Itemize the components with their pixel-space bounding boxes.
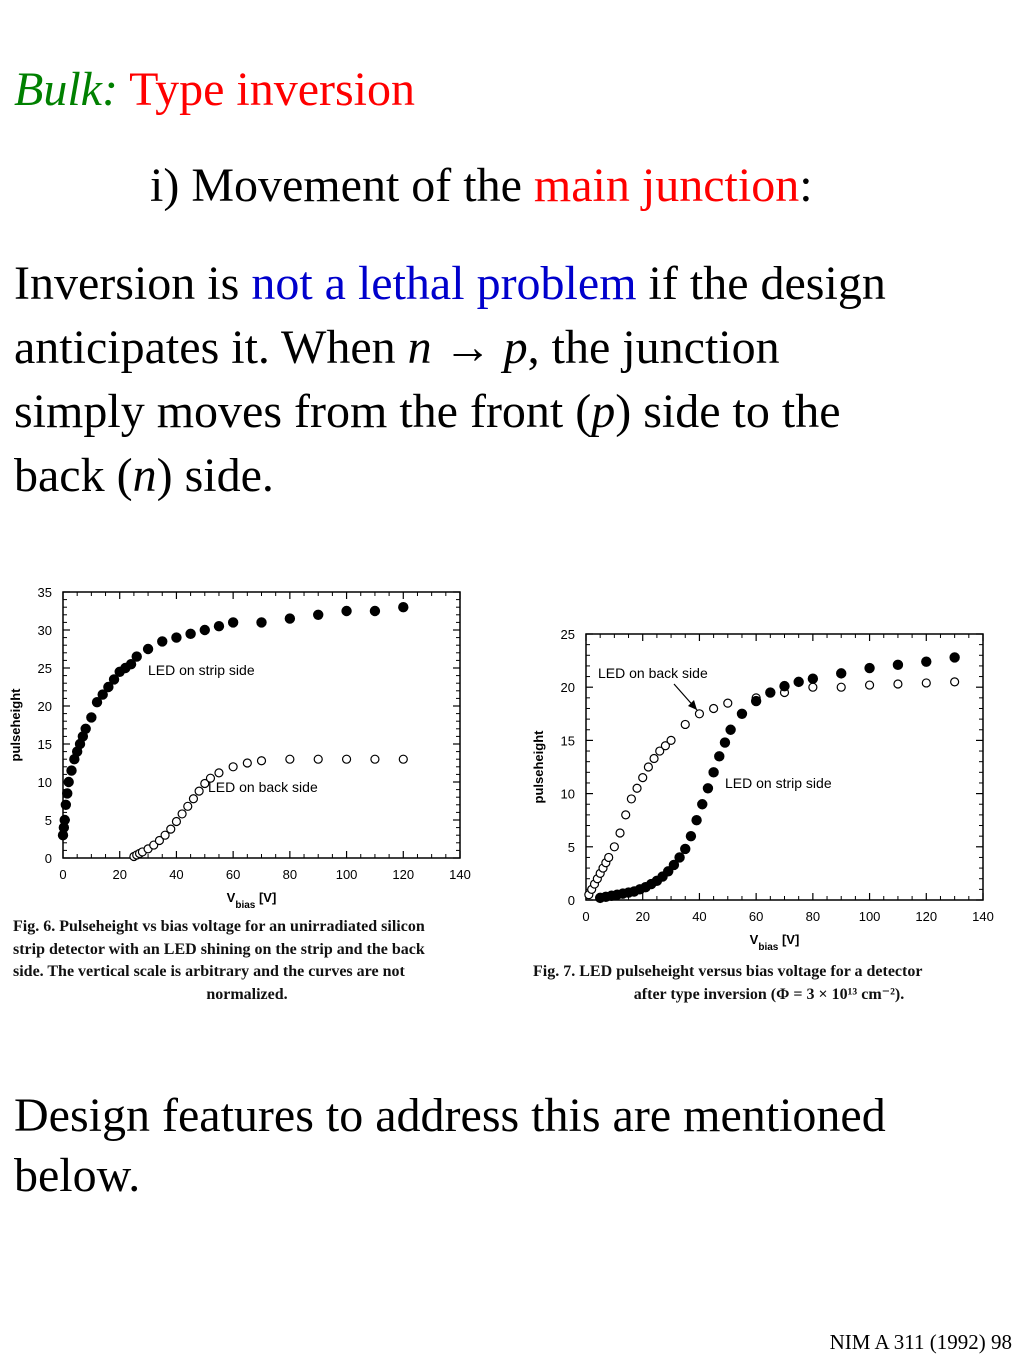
y-tick-label: 5 <box>567 839 575 855</box>
data-point-open <box>399 755 407 763</box>
paragraph-design-features <box>14 1086 1014 1206</box>
data-point-filled <box>808 674 817 683</box>
caption-line: Fig. 7. LED pulseheight versus bias voltage for a detector <box>533 963 923 980</box>
data-point-open <box>343 755 351 763</box>
y-tick-label: 20 <box>560 680 575 696</box>
y-axis-label: pulseheight <box>531 730 546 804</box>
text-segment: Inversion is <box>14 257 252 310</box>
x-tick-label: 80 <box>282 867 298 882</box>
data-point-open <box>627 795 635 803</box>
data-point-open <box>215 769 223 777</box>
caption-line: Fig. 6. Pulseheight vs bias voltage for an unirradiated silicon <box>13 918 425 935</box>
data-point-open <box>922 679 930 687</box>
data-point-open <box>610 843 618 851</box>
subheading-highlight: main junction <box>533 159 800 212</box>
y-tick-label: 0 <box>567 893 575 908</box>
data-point-filled <box>766 688 775 697</box>
data-point-open <box>622 811 630 819</box>
data-point-filled <box>314 610 323 619</box>
y-tick-label: 25 <box>560 627 575 642</box>
x-tick-label: 0 <box>582 909 590 924</box>
data-point-filled <box>950 653 959 662</box>
text-segment: back ( <box>14 449 133 502</box>
data-point-filled <box>342 606 351 615</box>
data-point-filled <box>132 652 141 661</box>
data-point-filled <box>865 663 874 672</box>
data-point-open <box>866 681 874 689</box>
data-point-filled <box>186 629 195 638</box>
paragraph-line-4 <box>14 444 1014 508</box>
text-segment: simply moves from the front ( <box>14 385 592 438</box>
data-point-filled <box>64 777 73 786</box>
figure-7-chart <box>518 620 1018 960</box>
y-tick-label: 15 <box>560 733 575 749</box>
y-tick-label: 20 <box>37 699 52 714</box>
text-segment: anticipates it. When <box>14 321 408 374</box>
plot-frame <box>63 592 460 858</box>
figure-6-chart <box>0 578 500 918</box>
data-point-filled <box>257 618 266 627</box>
caption-line: side. The vertical scale is arbitrary and the curves are not <box>13 963 405 980</box>
y-tick-label: 10 <box>37 775 52 790</box>
y-tick-label: 30 <box>37 623 52 638</box>
x-tick-label: 40 <box>169 867 184 882</box>
data-point-filled <box>726 725 735 734</box>
data-point-open <box>286 755 294 763</box>
data-point-filled <box>893 660 902 669</box>
data-point-filled <box>922 657 931 666</box>
text-segment: ) side. <box>156 449 274 502</box>
title-topic: Type inversion <box>129 63 416 116</box>
data-point-open <box>681 720 689 728</box>
data-point-open <box>189 795 197 803</box>
data-point-filled <box>709 768 718 777</box>
series-label: LED on back side <box>598 665 708 681</box>
text-segment: ) side to the <box>615 385 841 438</box>
data-point-open <box>172 818 180 826</box>
x-tick-label: 120 <box>915 909 938 924</box>
data-point-filled <box>370 606 379 615</box>
data-point-open <box>258 757 266 765</box>
data-point-open <box>951 678 959 686</box>
data-point-open <box>644 763 652 771</box>
data-point-open <box>837 683 845 691</box>
text-segment: , the junction <box>527 321 780 374</box>
data-point-filled <box>720 738 729 747</box>
title-bulk: Bulk: <box>14 63 118 116</box>
y-tick-label: 25 <box>37 661 52 676</box>
series-label: LED on strip side <box>725 775 832 791</box>
figure-7-caption <box>533 961 1005 1006</box>
subheading-prefix: i) Movement of the <box>150 159 534 212</box>
x-tick-label: 20 <box>112 867 127 882</box>
data-point-filled <box>675 853 684 862</box>
paragraph-inversion <box>14 252 1014 508</box>
paragraph-line-1 <box>14 252 1014 316</box>
caption-line: after type inversion (Φ = 3 × 10¹³ cm⁻²). <box>633 985 905 1003</box>
series-label: LED on back side <box>208 779 318 795</box>
paragraph-line-3 <box>14 380 1014 444</box>
data-point-open <box>724 699 732 707</box>
data-point-open <box>639 774 647 782</box>
data-point-filled <box>67 766 76 775</box>
y-tick-label: 5 <box>44 813 52 828</box>
data-point-open <box>195 787 203 795</box>
data-point-open <box>605 853 613 861</box>
data-point-filled <box>780 682 789 691</box>
x-tick-label: 100 <box>858 909 881 924</box>
data-point-open <box>710 704 718 712</box>
data-point-filled <box>681 844 690 853</box>
data-point-open <box>633 784 641 792</box>
data-point-filled <box>81 724 90 733</box>
data-point-open <box>314 755 322 763</box>
x-tick-label: 100 <box>335 867 358 882</box>
y-tick-label: 10 <box>560 786 575 802</box>
highlight-not-lethal: not a lethal problem <box>251 257 637 310</box>
x-tick-label: 20 <box>635 909 650 924</box>
x-tick-label: 40 <box>692 909 707 924</box>
data-point-open <box>616 829 624 837</box>
symbol-p: p <box>591 385 616 438</box>
data-point-filled <box>703 784 712 793</box>
text-segment: if the design <box>636 257 886 310</box>
reference-citation: NIM A 311 (1992) 98 <box>829 1330 1012 1354</box>
data-point-filled <box>715 752 724 761</box>
x-tick-label: 140 <box>972 909 994 924</box>
data-point-filled <box>837 669 846 678</box>
data-point-filled <box>686 832 695 841</box>
data-point-filled <box>172 633 181 642</box>
x-tick-label: 0 <box>59 867 67 882</box>
paragraph-line-2 <box>14 316 1014 380</box>
x-axis-label: $V_{bias}$ [V] <box>226 890 277 911</box>
data-point-filled <box>399 603 408 612</box>
data-point-filled <box>158 637 167 646</box>
x-tick-label: 60 <box>225 867 241 882</box>
subheading <box>150 158 813 214</box>
data-point-filled <box>200 625 209 634</box>
x-tick-label: 80 <box>805 909 821 924</box>
data-point-filled <box>60 815 69 824</box>
caption-line: strip detector with an LED shining on the strip and the back <box>13 940 425 958</box>
data-point-filled <box>794 677 803 686</box>
data-point-filled <box>285 614 294 623</box>
data-point-filled <box>63 789 72 798</box>
data-point-open <box>243 759 251 767</box>
caption-line: normalized. <box>206 985 288 1003</box>
data-point-filled <box>752 696 761 705</box>
symbol-n: n <box>407 321 432 374</box>
data-point-filled <box>737 709 746 718</box>
data-point-open <box>809 683 817 691</box>
series-label: LED on strip side <box>148 662 255 678</box>
x-tick-label: 120 <box>392 867 415 882</box>
data-point-open <box>650 754 658 762</box>
data-point-open <box>184 802 192 810</box>
paragraph-line-2: below. <box>14 1149 141 1202</box>
figure-6-caption <box>13 916 481 1006</box>
x-tick-label: 140 <box>449 867 471 882</box>
subheading-suffix: : <box>799 159 813 212</box>
symbol-p: p <box>503 321 528 374</box>
data-point-open <box>178 810 186 818</box>
y-tick-label: 35 <box>37 585 52 600</box>
data-point-filled <box>698 800 707 809</box>
x-axis-label: $V_{bias}$ [V] <box>749 932 800 953</box>
data-point-filled <box>87 713 96 722</box>
y-tick-label: 0 <box>44 851 52 866</box>
symbol-n: n <box>132 449 157 502</box>
data-point-filled <box>214 622 223 631</box>
data-point-filled <box>229 618 238 627</box>
data-point-filled <box>143 644 152 653</box>
y-tick-label: 15 <box>37 737 52 752</box>
data-point-open <box>167 825 175 833</box>
arrow-symbol: → <box>431 321 504 374</box>
paragraph-line-1: Design features to address this are mentioned <box>14 1089 886 1142</box>
data-point-open <box>894 680 902 688</box>
data-point-filled <box>61 800 70 809</box>
data-point-open <box>695 710 703 718</box>
data-point-open <box>667 736 675 744</box>
x-tick-label: 60 <box>748 909 764 924</box>
y-axis-label: pulseheight <box>8 688 23 762</box>
data-point-filled <box>692 816 701 825</box>
slide-title <box>14 62 415 118</box>
data-point-open <box>371 755 379 763</box>
data-point-open <box>229 763 237 771</box>
